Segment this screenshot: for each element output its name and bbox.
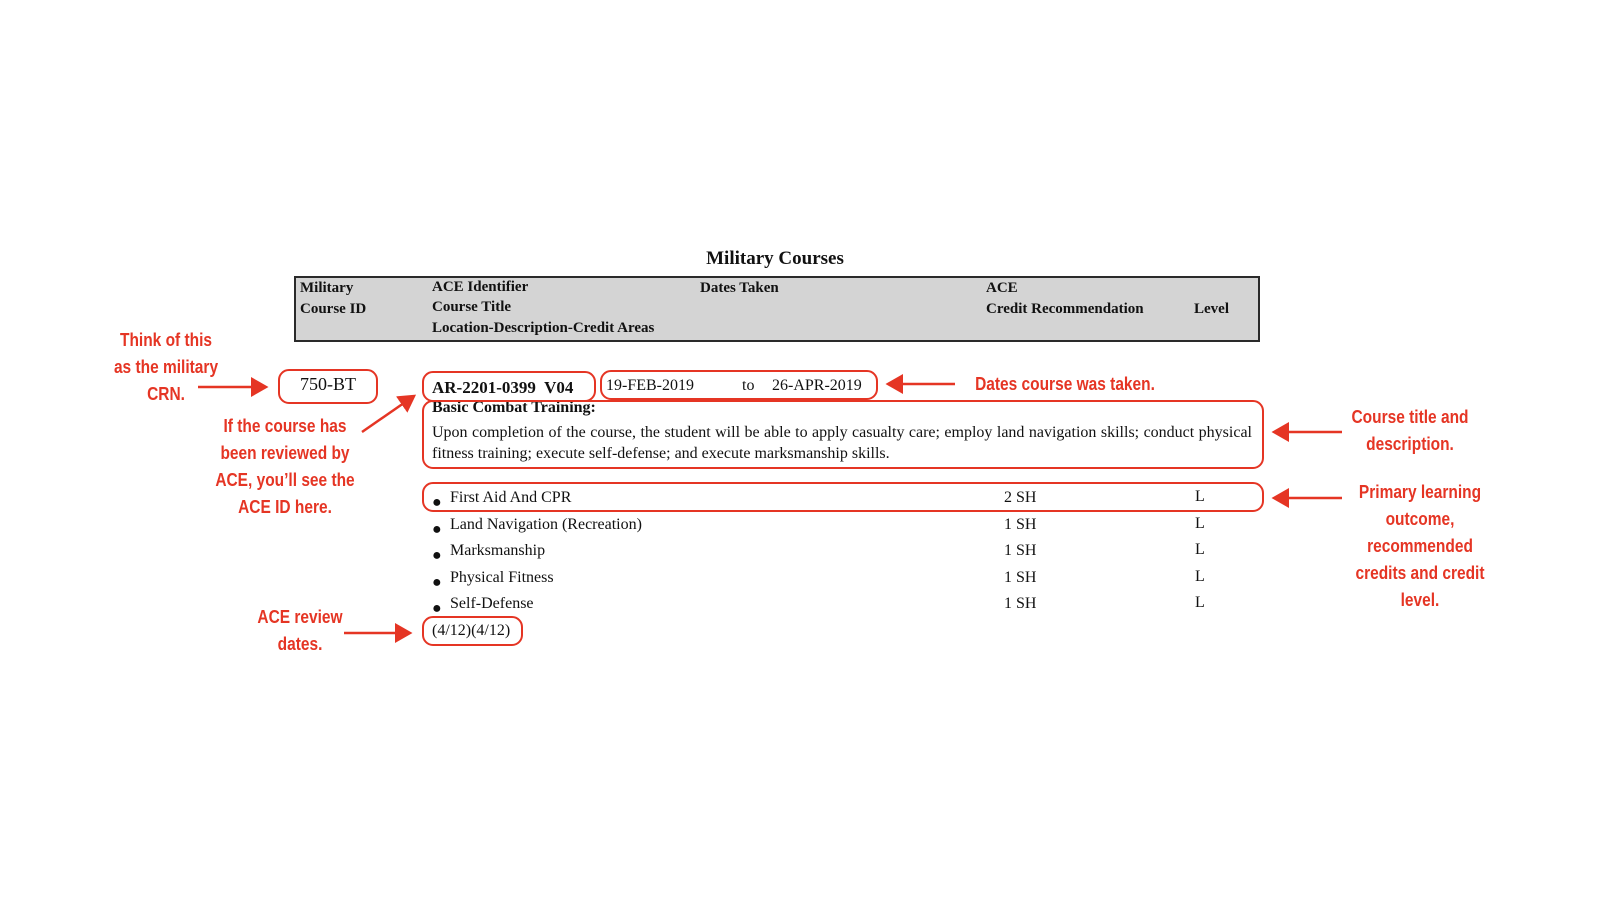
- header-ace-identifier: ACE Identifier: [432, 279, 529, 295]
- annotation-review: [248, 604, 351, 658]
- review-dates-highlight: [422, 616, 523, 646]
- military-course-id: 750-BT: [300, 374, 356, 394]
- credit-amount: 1 SH: [1004, 569, 1037, 586]
- header-level: Level: [1194, 301, 1229, 317]
- annotation-outcome: [1343, 479, 1498, 614]
- annotation-line: ACE, you’ll see the: [215, 470, 355, 490]
- ace-identifier: AR-2201-0399 V04: [432, 378, 574, 397]
- bullet-icon: ●: [432, 574, 442, 591]
- header-military-line1: Military: [300, 280, 354, 296]
- credit-level: L: [1195, 568, 1205, 585]
- course-description: Upon completion of the course, the student will be able to apply casualty care; employ land navigation skills; conduct physical fitness training; execute self-defense; and execute marksmanship skills.: [432, 424, 1252, 462]
- credit-amount: 1 SH: [1004, 542, 1037, 559]
- credit-area: Physical Fitness: [450, 569, 554, 586]
- bullet-icon: ●: [432, 521, 442, 538]
- date-to-word: to: [742, 377, 755, 394]
- annotation-line: Primary learning: [1358, 482, 1482, 502]
- annotation-line: outcome,: [1385, 509, 1455, 529]
- annotation-line: description.: [1366, 434, 1454, 454]
- header-course-title: Course Title: [432, 299, 512, 315]
- credit-level: L: [1195, 541, 1205, 558]
- credit-area: First Aid And CPR: [450, 489, 572, 506]
- date-from: 19-FEB-2019: [606, 377, 694, 394]
- annotation-line: been reviewed by: [220, 443, 350, 463]
- header-credit-recommendation: Credit Recommendation: [986, 301, 1144, 317]
- header-ace: ACE: [986, 280, 1018, 296]
- title-description-highlight: [422, 400, 1264, 469]
- annotation-line: level.: [1400, 590, 1440, 610]
- annotation-line: as the military: [113, 357, 219, 377]
- credit-amount: 1 SH: [1004, 516, 1037, 533]
- header-dates-taken: Dates Taken: [700, 280, 779, 296]
- annotation-line: Dates course was taken.: [975, 374, 1155, 394]
- annotation-line: dates.: [277, 634, 323, 654]
- annotation-line: CRN.: [147, 384, 185, 404]
- annotation-line: credits and credit: [1355, 563, 1485, 583]
- credit-amount: 2 SH: [1004, 489, 1037, 506]
- annotation-crn: [106, 327, 226, 408]
- bullet-icon: ●: [432, 494, 442, 511]
- credit-level: L: [1195, 488, 1205, 505]
- course-title: Basic Combat Training:: [432, 399, 596, 416]
- credit-area: Land Navigation (Recreation): [450, 516, 642, 533]
- table-header: [294, 276, 1260, 342]
- credit-level: L: [1195, 515, 1205, 532]
- header-military-line2: Course ID: [300, 301, 367, 317]
- annotation-line: ACE review: [257, 607, 343, 627]
- bullet-icon: ●: [432, 600, 442, 617]
- header-location-description: Location-Description-Credit Areas: [432, 320, 655, 336]
- annotation-line: ACE ID here.: [238, 497, 332, 517]
- ace-id-highlight: [422, 371, 596, 402]
- dates-highlight: [600, 370, 878, 400]
- page-title: Military Courses: [706, 248, 844, 269]
- credit-amount: 1 SH: [1004, 595, 1037, 612]
- ace-review-dates: (4/12)(4/12): [432, 622, 511, 639]
- bullet-icon: ●: [432, 547, 442, 564]
- annotation-line: Course title and: [1351, 407, 1469, 427]
- date-to: 26-APR-2019: [772, 377, 862, 394]
- annotation-title-description: [1341, 404, 1479, 458]
- annotation-line: If the course has: [223, 416, 347, 436]
- primary-outcome-highlight: [422, 482, 1264, 512]
- annotation-line: recommended: [1367, 536, 1473, 556]
- course-id-highlight: [278, 369, 378, 404]
- credit-level: L: [1195, 594, 1205, 611]
- credit-area: Self-Defense: [450, 595, 534, 612]
- credit-area: Marksmanship: [450, 542, 546, 559]
- annotation-dates: [966, 371, 1164, 398]
- annotation-line: Think of this: [119, 330, 213, 350]
- annotation-ace-id: [208, 413, 363, 521]
